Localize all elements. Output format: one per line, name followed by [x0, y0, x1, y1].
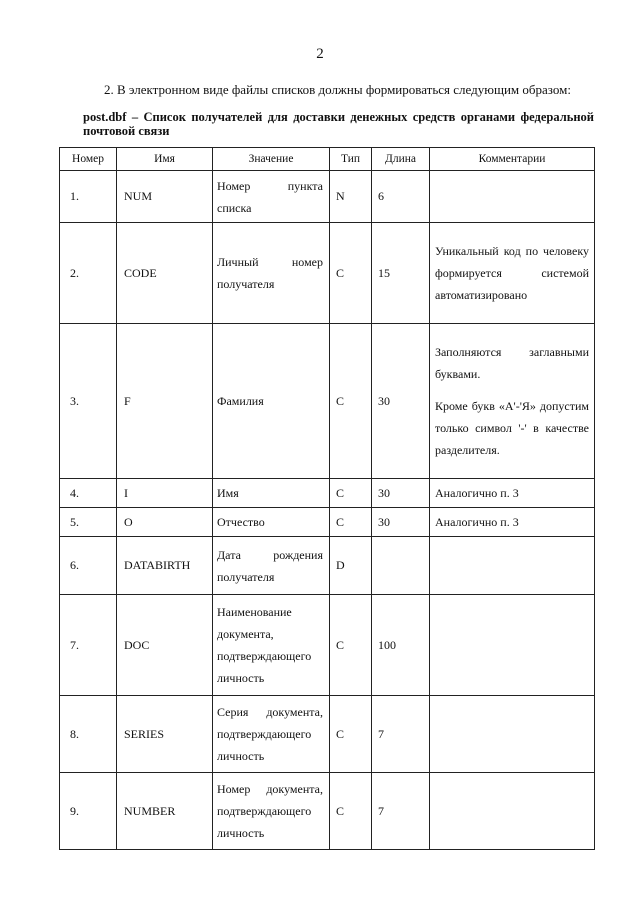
field-meaning: Номер пункта списка — [213, 171, 330, 223]
field-meaning: Отчество — [213, 508, 330, 537]
field-length: 100 — [372, 595, 430, 696]
field-type: C — [330, 696, 372, 773]
row-number: 6. — [60, 537, 117, 595]
field-length — [372, 537, 430, 595]
field-length: 6 — [372, 171, 430, 223]
row-number: 8. — [60, 696, 117, 773]
field-meaning: Наименование документа, подтверждающего личность — [213, 595, 330, 696]
table-row — [60, 324, 595, 479]
table-row — [60, 595, 595, 696]
field-name: DATABIRTH — [117, 537, 213, 595]
row-number: 5. — [60, 508, 117, 537]
field-type: N — [330, 171, 372, 223]
field-meaning: Номер документа, подтверждающего личность — [213, 773, 330, 850]
field-type: D — [330, 537, 372, 595]
field-length: 7 — [372, 696, 430, 773]
table-row — [60, 773, 595, 850]
col-header-length: Длина — [372, 148, 430, 171]
table-row — [60, 171, 595, 223]
field-length: 7 — [372, 773, 430, 850]
field-comment — [430, 595, 595, 696]
table-row — [60, 537, 595, 595]
field-length: 30 — [372, 508, 430, 537]
col-header-type: Тип — [330, 148, 372, 171]
row-number: 7. — [60, 595, 117, 696]
field-type: C — [330, 324, 372, 479]
field-comment: Аналогично п. 3 — [430, 479, 595, 508]
table-heading: post.dbf – Список получателей для доставки денежных средств органами федеральной почтовой связи — [83, 110, 594, 138]
field-name: NUM — [117, 171, 213, 223]
table-row — [60, 508, 595, 537]
row-number: 1. — [60, 171, 117, 223]
field-comment — [430, 537, 595, 595]
fields-table — [59, 147, 595, 850]
field-type: C — [330, 595, 372, 696]
field-length: 30 — [372, 324, 430, 479]
table-row — [60, 223, 595, 324]
field-length: 30 — [372, 479, 430, 508]
field-type: C — [330, 508, 372, 537]
field-comment — [430, 773, 595, 850]
field-type: C — [330, 479, 372, 508]
page-number: 2 — [316, 46, 324, 62]
field-name: SERIES — [117, 696, 213, 773]
field-type: C — [330, 223, 372, 324]
field-comment — [430, 324, 595, 479]
row-number: 9. — [60, 773, 117, 850]
field-comment: Уникальный код по человеку формируется системой автоматизировано — [430, 223, 595, 324]
field-name: CODE — [117, 223, 213, 324]
field-comment: Аналогично п. 3 — [430, 508, 595, 537]
table-row — [60, 696, 595, 773]
field-comment — [430, 171, 595, 223]
col-header-comment: Комментарии — [430, 148, 595, 171]
field-meaning: Имя — [213, 479, 330, 508]
field-comment — [430, 696, 595, 773]
field-meaning: Фамилия — [213, 324, 330, 479]
field-meaning: Серия документа, подтверждающего личность — [213, 696, 330, 773]
intro-paragraph: 2. В электронном виде файлы списков должны формироваться следующим образом: — [104, 82, 571, 97]
field-meaning: Дата рождения получателя — [213, 537, 330, 595]
comment-paragraph: Кроме букв «А'-'Я» допустим только символ '-' в качестве разделителя. — [435, 399, 589, 457]
field-meaning: Личный номер получателя — [213, 223, 330, 324]
row-number: 3. — [60, 324, 117, 479]
field-name: DOC — [117, 595, 213, 696]
field-name: NUMBER — [117, 773, 213, 850]
row-number: 2. — [60, 223, 117, 324]
table-header-row — [60, 148, 595, 171]
field-name: I — [117, 479, 213, 508]
row-number: 4. — [60, 479, 117, 508]
col-header-name: Имя — [117, 148, 213, 171]
col-header-meaning: Значение — [213, 148, 330, 171]
field-length: 15 — [372, 223, 430, 324]
field-name: O — [117, 508, 213, 537]
comment-paragraph: Заполняются заглавными буквами. — [435, 345, 589, 381]
table-row — [60, 479, 595, 508]
field-name: F — [117, 324, 213, 479]
field-type: C — [330, 773, 372, 850]
col-header-number: Номер — [60, 148, 117, 171]
